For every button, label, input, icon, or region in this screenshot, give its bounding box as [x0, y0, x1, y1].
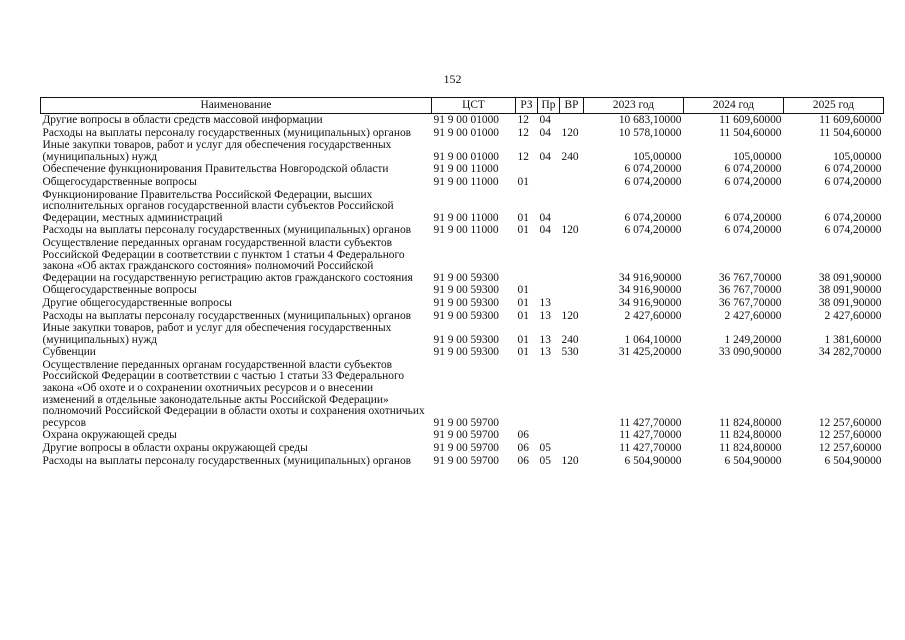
cell-pr: 04 — [539, 126, 551, 139]
table-row — [41, 189, 884, 225]
table-row — [41, 284, 884, 297]
cell-y2025: 2 427,60000 — [824, 309, 882, 322]
header-vr: ВР — [560, 98, 584, 114]
table-row — [41, 176, 884, 189]
cell-pr: 04 — [539, 211, 551, 224]
cell-vr — [560, 114, 584, 127]
cell-y2023: 1 064,10000 — [624, 333, 682, 346]
cell-y2025: 11 504,60000 — [819, 126, 882, 139]
cell-pr: 05 — [539, 442, 551, 455]
cell-y2025: 6 504,90000 — [824, 454, 882, 467]
cell-y2024: 6 074,20000 — [724, 211, 782, 224]
cell-pr: 13 — [539, 346, 551, 359]
cell-pr: 04 — [539, 150, 551, 163]
cell-name: Расходы на выплаты персоналу государственных (муниципальных) органов — [42, 309, 412, 322]
cell-rz: 12 — [517, 114, 529, 126]
cell-y2023: 11 427,70000 — [619, 416, 682, 429]
cell-y2025: 6 074,20000 — [824, 163, 882, 176]
cell-vr — [560, 163, 584, 176]
cell-pr — [538, 284, 560, 297]
table-row — [41, 346, 884, 359]
cell-name: Иные закупки товаров, работ и услуг для обеспечения государственных (муниципальных) нужд — [42, 322, 392, 346]
cell-y2023: 10 683,10000 — [618, 114, 682, 126]
cell-name: Осуществление переданных органам государственной власти субъектов Российской Федерации в соответствии с пунктом 1 статьи 4 Федерального закона «Об актах гражданского состояния» полномочий Российской Федерации на государственную регистрацию актов гражданского состояния — [42, 236, 413, 284]
cell-name: Субвенции — [42, 346, 96, 359]
cell-cst: 91 9 00 59700 — [433, 442, 499, 455]
cell-vr — [560, 359, 584, 430]
cell-vr — [560, 429, 584, 442]
cell-y2025: 11 609,60000 — [819, 114, 882, 126]
cell-y2025: 12 257,60000 — [818, 442, 882, 455]
cell-y2025: 105,00000 — [833, 150, 882, 163]
cell-y2023: 34 916,90000 — [618, 284, 682, 297]
cell-vr: 240 — [561, 150, 579, 163]
cell-vr: 120 — [561, 309, 579, 322]
cell-rz: 01 — [517, 284, 529, 297]
cell-pr — [538, 429, 560, 442]
cell-y2024: 36 767,70000 — [718, 271, 782, 284]
cell-name: Другие вопросы в области охраны окружающей среды — [42, 442, 308, 455]
table-body — [41, 114, 884, 468]
cell-vr: 240 — [561, 333, 579, 346]
cell-name: Функционирование Правительства Российской Федерации, высших исполнительных органов государственной власти субъектов Российской Федерации, местных администраций — [42, 188, 394, 224]
cell-y2023: 6 074,20000 — [624, 224, 682, 237]
table-row — [41, 429, 884, 442]
cell-name: Охрана окружающей среды — [42, 429, 177, 442]
cell-name: Другие вопросы в области средств массовой информации — [42, 114, 323, 126]
cell-rz: 06 — [517, 429, 529, 442]
cell-y2025: 38 091,90000 — [818, 284, 882, 297]
cell-y2024: 6 074,20000 — [724, 175, 782, 188]
cell-y2023: 6 074,20000 — [624, 163, 682, 176]
cell-y2023: 10 578,10000 — [618, 126, 682, 139]
header-2025: 2025 год — [784, 98, 884, 114]
page-number: 152 — [443, 72, 462, 86]
cell-y2025: 6 074,20000 — [824, 211, 882, 224]
cell-vr: 120 — [561, 126, 579, 139]
table-row — [41, 310, 884, 323]
cell-pr — [538, 176, 560, 189]
cell-vr — [560, 176, 584, 189]
cell-name: Другие общегосударственные вопросы — [42, 296, 232, 309]
table-row — [41, 297, 884, 310]
cell-rz: 01 — [517, 333, 529, 346]
cell-y2023: 11 427,70000 — [619, 442, 682, 455]
cell-rz — [516, 237, 538, 284]
cell-y2024: 2 427,60000 — [724, 309, 782, 322]
header-2023: 2023 год — [584, 98, 684, 114]
cell-y2024: 6 074,20000 — [724, 224, 782, 237]
cell-y2023: 6 504,90000 — [624, 454, 682, 467]
cell-name: Иные закупки товаров, работ и услуг для обеспечения государственных (муниципальных) нужд — [42, 139, 392, 163]
header-rz: РЗ — [516, 98, 538, 114]
table-row — [41, 442, 884, 455]
cell-name: Расходы на выплаты персоналу государственных (муниципальных) органов — [42, 224, 412, 237]
header-2024: 2024 год — [684, 98, 784, 114]
cell-vr — [560, 442, 584, 455]
cell-rz — [516, 359, 538, 430]
table-row — [41, 455, 884, 468]
cell-cst: 91 9 00 59700 — [433, 429, 499, 442]
cell-cst: 91 9 00 11000 — [433, 163, 499, 176]
cell-rz: 01 — [517, 224, 529, 237]
budget-table — [40, 97, 884, 467]
cell-y2024: 36 767,70000 — [718, 296, 782, 309]
header-name: Наименование — [41, 98, 432, 114]
cell-pr: 04 — [539, 224, 551, 237]
table-row — [41, 322, 884, 346]
cell-pr — [538, 163, 560, 176]
cell-rz: 01 — [517, 309, 529, 322]
cell-y2024: 6 074,20000 — [724, 163, 782, 176]
table-row — [41, 237, 884, 284]
cell-y2023: 11 427,70000 — [619, 429, 682, 442]
cell-y2023: 2 427,60000 — [624, 309, 682, 322]
cell-rz: 12 — [517, 126, 529, 139]
cell-pr: 05 — [539, 454, 551, 467]
cell-vr — [560, 237, 584, 284]
table-row — [41, 114, 884, 127]
table-row — [41, 224, 884, 237]
cell-y2024: 11 824,80000 — [719, 442, 782, 455]
cell-rz: 06 — [517, 442, 529, 455]
cell-y2024: 36 767,70000 — [718, 284, 782, 297]
cell-cst: 91 9 00 59300 — [433, 346, 499, 359]
cell-cst: 91 9 00 11000 — [433, 211, 499, 224]
cell-y2023: 6 074,20000 — [624, 175, 682, 188]
cell-vr — [560, 284, 584, 297]
cell-vr: 120 — [561, 224, 579, 237]
cell-rz: 06 — [517, 454, 529, 467]
cell-name: Обеспечение функционирования Правительства Новгородской области — [42, 163, 389, 176]
cell-y2023: 6 074,20000 — [624, 211, 682, 224]
cell-y2023: 105,00000 — [633, 150, 682, 163]
cell-pr: 13 — [539, 296, 551, 309]
cell-pr: 04 — [539, 114, 551, 126]
cell-pr: 13 — [539, 333, 551, 346]
cell-y2025: 6 074,20000 — [824, 175, 882, 188]
table-row — [41, 359, 884, 430]
cell-cst: 91 9 00 59700 — [433, 416, 499, 429]
header-pr: Пр — [538, 98, 560, 114]
cell-y2025: 34 282,70000 — [818, 346, 882, 359]
cell-cst: 91 9 00 01000 — [433, 126, 499, 139]
cell-y2024: 11 609,60000 — [719, 114, 782, 126]
cell-y2024: 11 824,80000 — [719, 429, 782, 442]
cell-vr: 120 — [561, 454, 579, 467]
table-row — [41, 163, 884, 176]
cell-rz: 12 — [517, 150, 529, 163]
cell-y2025: 38 091,90000 — [818, 271, 882, 284]
cell-cst: 91 9 00 59700 — [433, 454, 499, 467]
cell-y2024: 11 824,80000 — [719, 416, 782, 429]
cell-name: Расходы на выплаты персоналу государственных (муниципальных) органов — [42, 126, 412, 139]
cell-cst: 91 9 00 59300 — [433, 271, 499, 284]
cell-cst: 91 9 00 01000 — [433, 114, 499, 126]
cell-rz: 01 — [517, 346, 529, 359]
cell-name: Осуществление переданных органам государственной власти субъектов Российской Федерации в соответствии с частью 1 статьи 33 Федерального закона «Об охоте и о сохранении охотничьих ресурсов и о внесении изменений в отдельные законодательные акты Российской Федерации» полномочий Российской Федерации в области охоты и сохранения охотничьих ресурсов — [42, 358, 425, 429]
cell-rz: 01 — [517, 175, 529, 188]
cell-y2023: 31 425,20000 — [618, 346, 682, 359]
cell-cst: 91 9 00 59300 — [433, 284, 499, 297]
cell-y2024: 105,00000 — [733, 150, 782, 163]
cell-name: Общегосударственные вопросы — [42, 284, 197, 297]
cell-cst: 91 9 00 01000 — [433, 150, 499, 163]
cell-y2024: 11 504,60000 — [719, 126, 782, 139]
cell-y2023: 34 916,90000 — [618, 271, 682, 284]
cell-pr: 13 — [539, 309, 551, 322]
cell-name: Общегосударственные вопросы — [42, 175, 197, 188]
cell-pr — [538, 359, 560, 430]
table-row — [41, 127, 884, 140]
header-cst: ЦСТ — [432, 98, 516, 114]
cell-cst: 91 9 00 11000 — [433, 224, 499, 237]
cell-vr — [560, 297, 584, 310]
cell-rz — [516, 163, 538, 176]
cell-y2024: 1 249,20000 — [724, 333, 782, 346]
cell-y2024: 33 090,90000 — [718, 346, 782, 359]
cell-rz: 01 — [517, 211, 529, 224]
cell-y2025: 1 381,60000 — [824, 333, 882, 346]
cell-cst: 91 9 00 59300 — [433, 296, 499, 309]
cell-pr — [538, 237, 560, 284]
cell-y2023: 34 916,90000 — [618, 296, 682, 309]
table-row — [41, 139, 884, 163]
cell-y2025: 12 257,60000 — [818, 416, 882, 429]
cell-cst: 91 9 00 59300 — [433, 333, 499, 346]
table-header — [41, 98, 884, 114]
cell-vr: 530 — [561, 346, 579, 359]
cell-cst: 91 9 00 11000 — [433, 175, 499, 188]
cell-y2024: 6 504,90000 — [724, 454, 782, 467]
cell-y2025: 6 074,20000 — [824, 224, 882, 237]
cell-vr — [560, 189, 584, 225]
cell-y2025: 38 091,90000 — [818, 296, 882, 309]
cell-cst: 91 9 00 59300 — [433, 309, 499, 322]
cell-y2025: 12 257,60000 — [818, 429, 882, 442]
cell-rz: 01 — [517, 296, 529, 309]
cell-name: Расходы на выплаты персоналу государственных (муниципальных) органов — [42, 454, 412, 467]
